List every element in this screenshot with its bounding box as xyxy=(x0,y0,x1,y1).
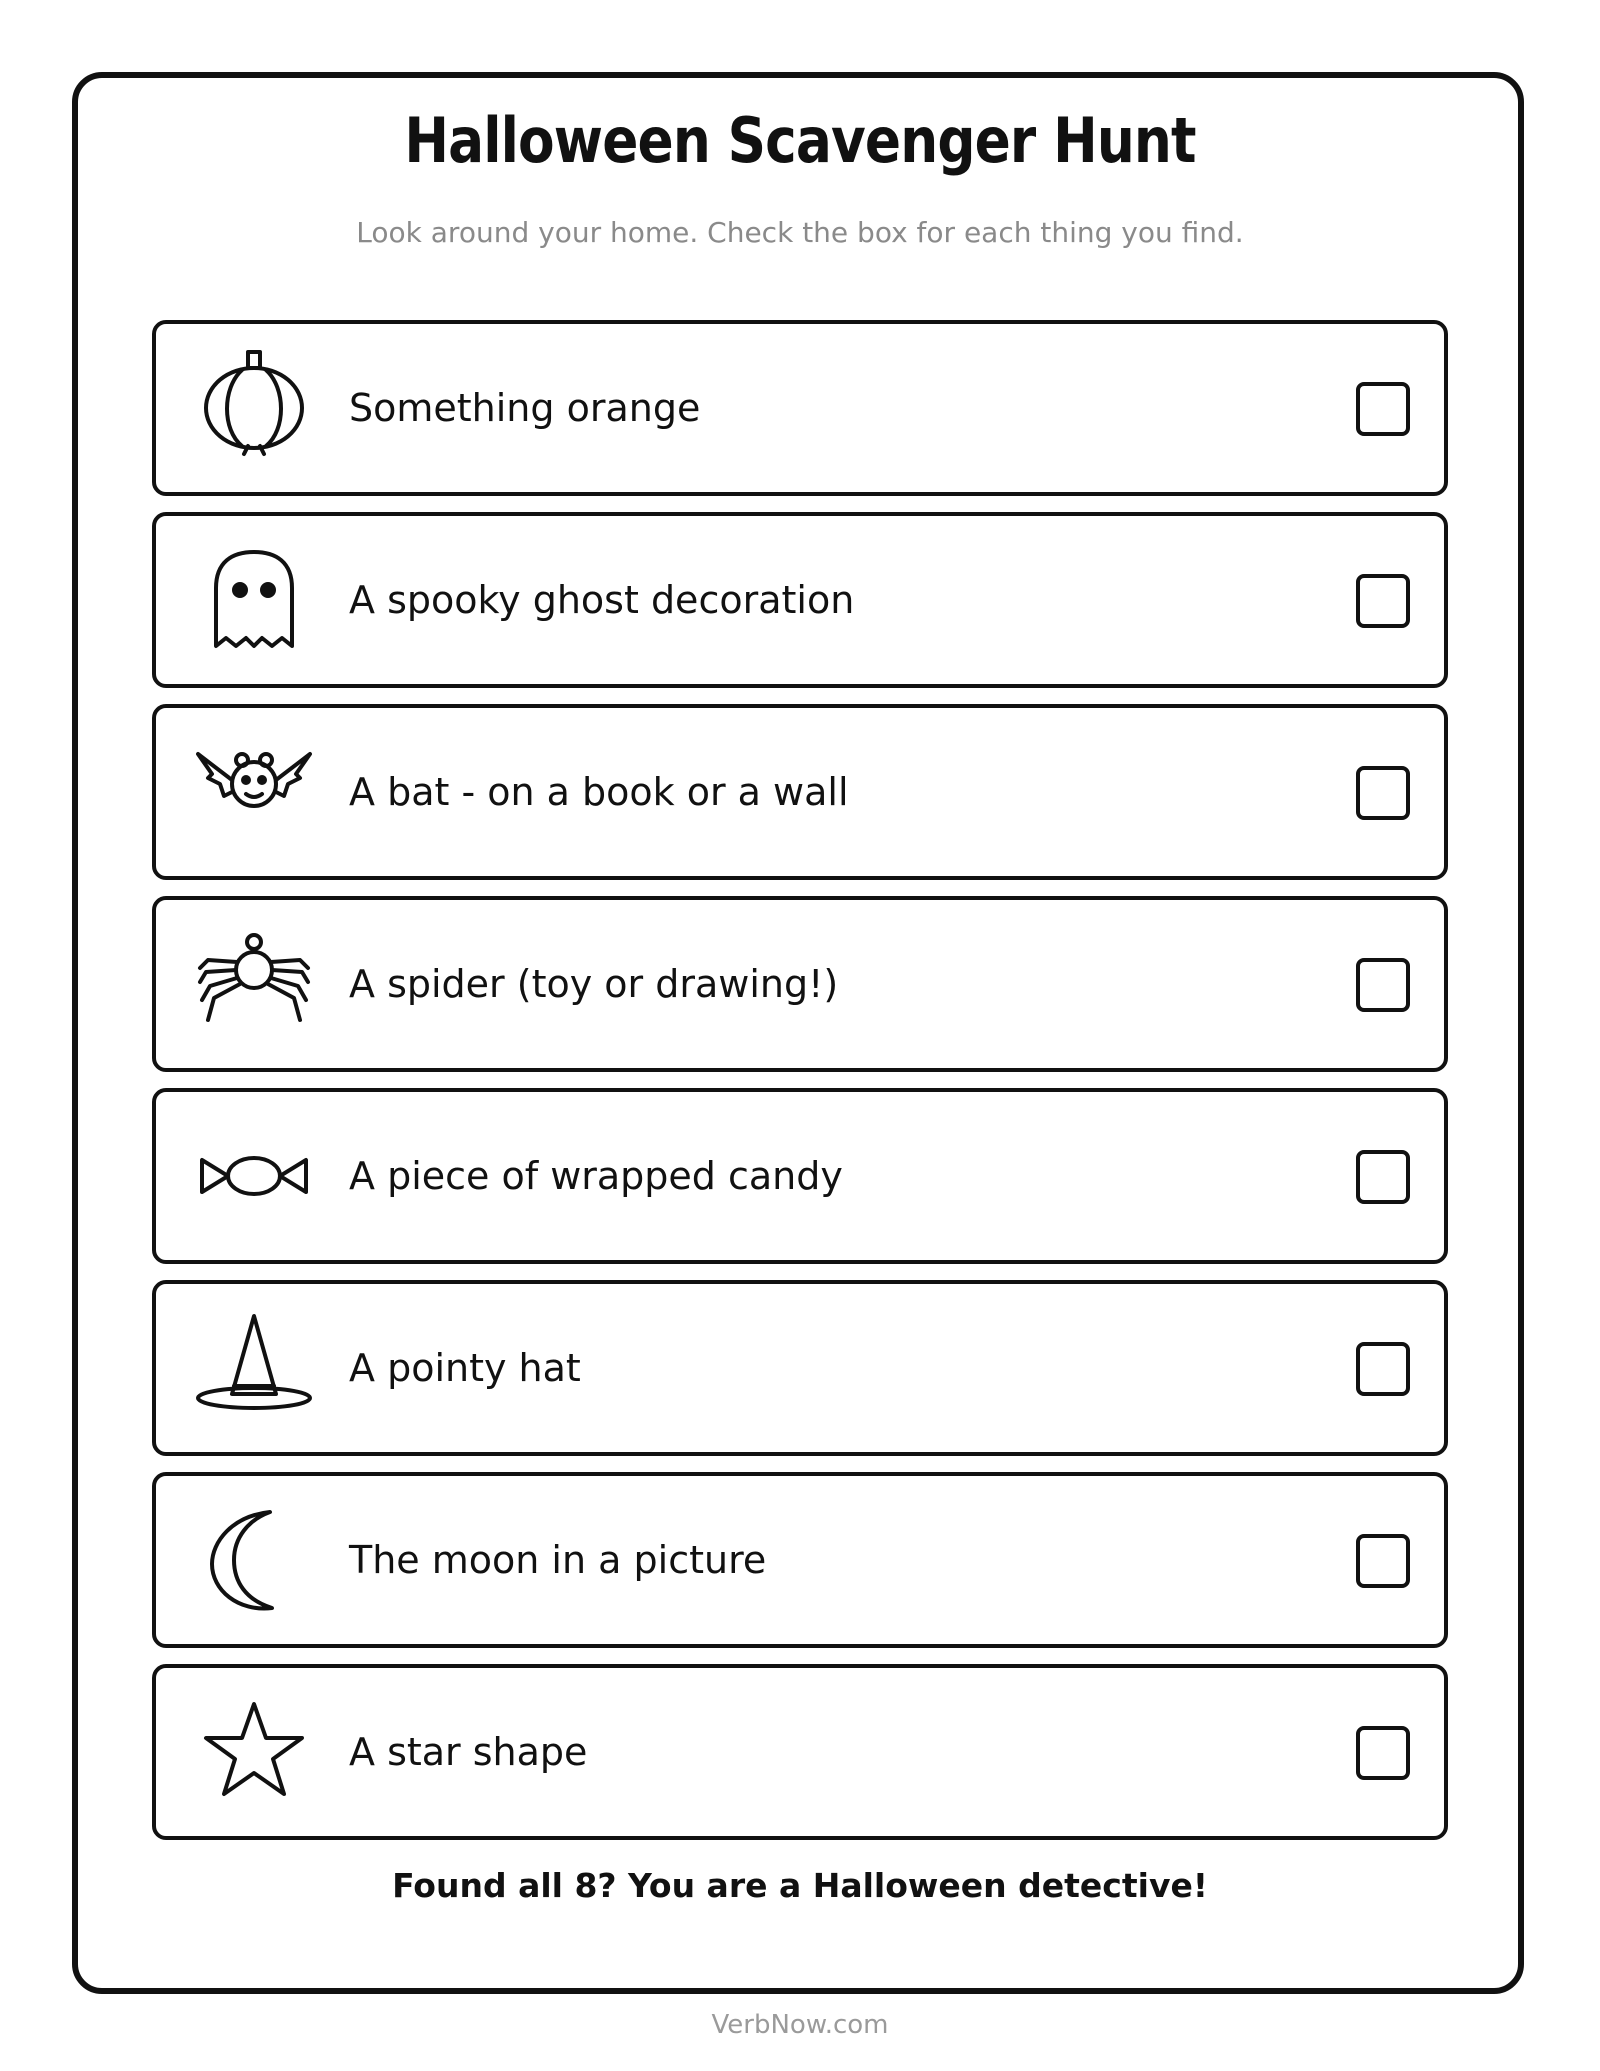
list-item xyxy=(152,1472,1448,1648)
star-icon xyxy=(194,1690,314,1814)
page-subtitle: Look around your home. Check the box for each thing you find. xyxy=(356,216,1244,249)
item-checkbox[interactable] xyxy=(1356,1726,1410,1780)
list-item xyxy=(152,1280,1448,1456)
item-label: A piece of wrapped candy xyxy=(349,1154,843,1198)
item-label: A bat - on a book or a wall xyxy=(349,770,849,814)
list-item xyxy=(152,704,1448,880)
list-item xyxy=(152,1664,1448,1840)
item-label: A pointy hat xyxy=(349,1346,581,1390)
pumpkin-icon xyxy=(194,346,314,470)
item-label: Something orange xyxy=(349,386,701,430)
ghost-icon xyxy=(194,538,314,662)
list-item xyxy=(152,320,1448,496)
item-checkbox[interactable] xyxy=(1356,1342,1410,1396)
moon-icon xyxy=(194,1498,314,1622)
item-label: A spooky ghost decoration xyxy=(349,578,855,622)
item-checkbox[interactable] xyxy=(1356,1150,1410,1204)
site-credit: VerbNow.com xyxy=(711,2010,889,2040)
scavenger-list xyxy=(152,320,1448,1856)
item-label: A spider (toy or drawing!) xyxy=(349,962,839,1006)
candy-icon xyxy=(194,1114,314,1238)
bat-icon xyxy=(194,730,314,854)
item-checkbox[interactable] xyxy=(1356,1534,1410,1588)
item-checkbox[interactable] xyxy=(1356,766,1410,820)
spider-icon xyxy=(194,922,314,1046)
item-checkbox[interactable] xyxy=(1356,574,1410,628)
page-title: Halloween Scavenger Hunt xyxy=(404,104,1196,177)
item-checkbox[interactable] xyxy=(1356,958,1410,1012)
item-label: The moon in a picture xyxy=(349,1538,767,1582)
witch-hat-icon xyxy=(194,1306,314,1430)
list-item xyxy=(152,896,1448,1072)
footer-message: Found all 8? You are a Halloween detective! xyxy=(392,1866,1208,1905)
list-item xyxy=(152,512,1448,688)
list-item xyxy=(152,1088,1448,1264)
item-checkbox[interactable] xyxy=(1356,382,1410,436)
item-label: A star shape xyxy=(349,1730,588,1774)
